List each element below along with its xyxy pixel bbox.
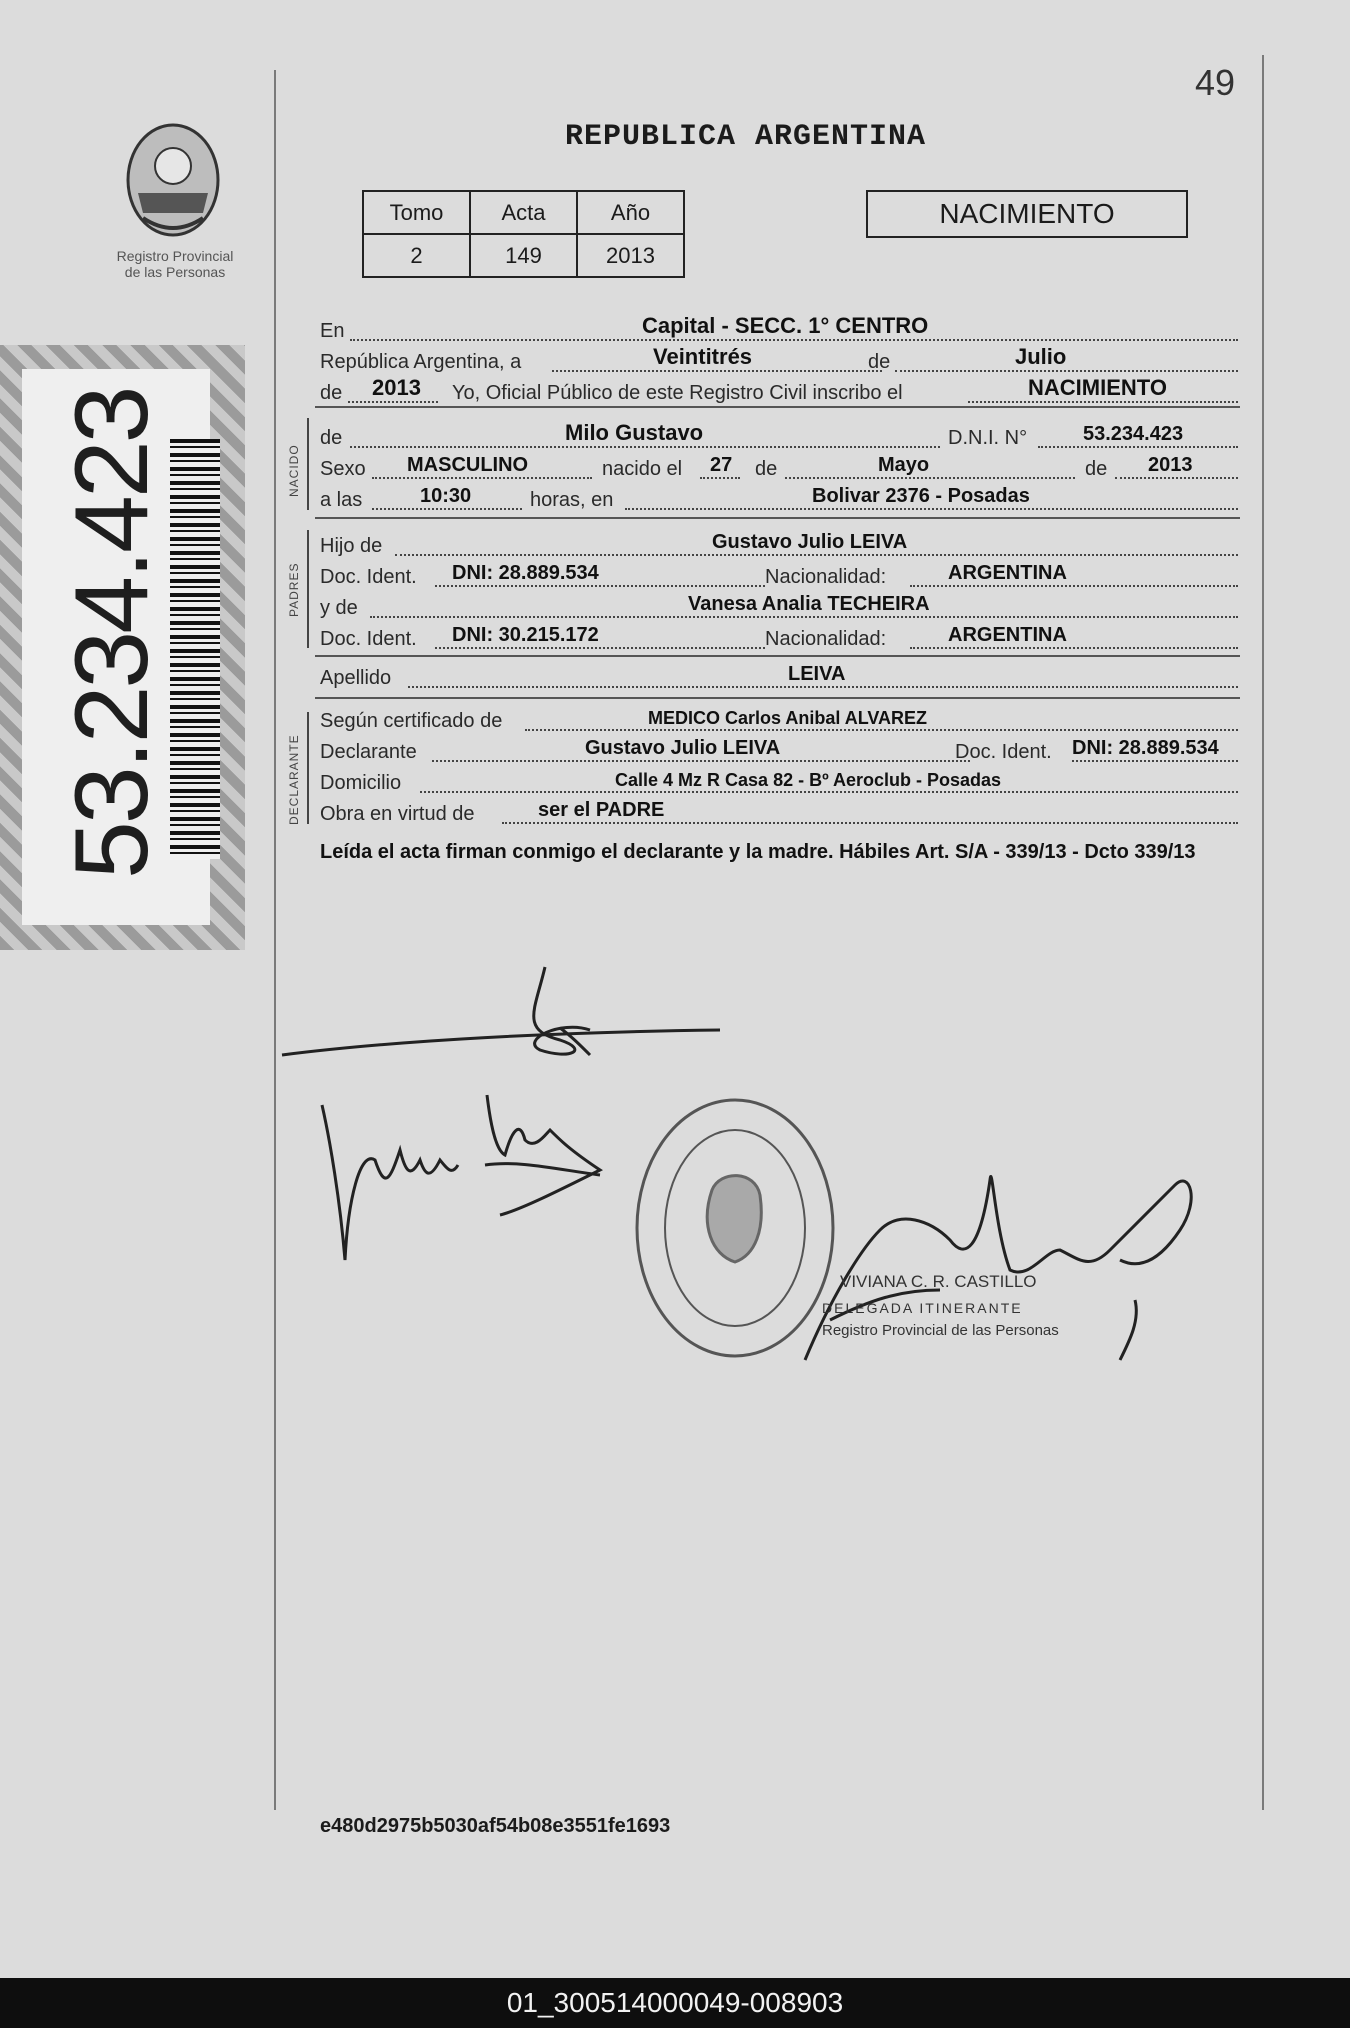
cert-label: Según certificado de bbox=[320, 710, 503, 732]
father-nationality-label: Nacionalidad: bbox=[765, 566, 887, 588]
header-acta: Acta bbox=[470, 191, 577, 234]
domicilio-label: Domicilio bbox=[320, 772, 402, 794]
republica-label: República Argentina, a bbox=[320, 351, 522, 373]
record-month: Julio bbox=[1015, 344, 1067, 369]
page-number: 49 bbox=[1195, 62, 1236, 103]
official-stamp bbox=[637, 1100, 833, 1356]
horas-label: horas, en bbox=[530, 489, 614, 511]
declarant-doc: DNI: 28.889.534 bbox=[1072, 737, 1219, 759]
section-declarante-label: DECLARANTE bbox=[287, 734, 301, 825]
signature-madre bbox=[322, 1095, 600, 1260]
father-doc-label: Doc. Ident. bbox=[320, 566, 417, 588]
value-acta: 149 bbox=[470, 234, 577, 277]
officer-role: DELEGADA ITINERANTE bbox=[822, 1300, 1023, 1316]
logo-caption-line1: Registro Provincial bbox=[116, 248, 234, 264]
sexo-label: Sexo bbox=[320, 458, 366, 480]
de-label-2: de bbox=[755, 458, 778, 480]
father-name: Gustavo Julio LEIVA bbox=[712, 531, 908, 553]
capacity: ser el PADRE bbox=[538, 799, 665, 821]
father-doc: DNI: 28.889.534 bbox=[452, 562, 599, 584]
hijo-label: Hijo de bbox=[320, 535, 383, 557]
officer-name: VIVIANA C. R. CASTILLO bbox=[840, 1272, 1037, 1291]
child-dni: 53.234.423 bbox=[1083, 423, 1184, 445]
section-nacido-label: NACIDO bbox=[287, 444, 301, 497]
year-label: de bbox=[320, 382, 343, 404]
father-nationality: ARGENTINA bbox=[948, 562, 1067, 584]
footer-id: 01_300514000049-008903 bbox=[0, 1978, 1350, 2028]
birth-time: 10:30 bbox=[420, 485, 472, 507]
declarante-label: Declarante bbox=[320, 741, 417, 763]
de-label: de bbox=[320, 427, 343, 449]
mother-nationality: ARGENTINA bbox=[948, 624, 1067, 646]
value-anio: 2013 bbox=[577, 234, 684, 277]
mother-doc: DNI: 30.215.172 bbox=[452, 624, 599, 646]
birth-month: Mayo bbox=[878, 454, 930, 476]
surname: LEIVA bbox=[788, 663, 846, 685]
child-name: Milo Gustavo bbox=[565, 420, 704, 445]
page-title: REPUBLICA ARGENTINA bbox=[565, 120, 927, 154]
mother-name: Vanesa Analia TECHEIRA bbox=[688, 593, 930, 615]
officer-text: Yo, Oficial Público de este Registro Civil inscribo el bbox=[452, 382, 903, 404]
officer-office: Registro Provincial de las Personas bbox=[822, 1322, 1059, 1339]
dni-label: D.N.I. N° bbox=[948, 427, 1028, 449]
en-label: En bbox=[320, 320, 345, 342]
value-tomo: 2 bbox=[363, 234, 470, 277]
birth-day: 27 bbox=[710, 454, 733, 476]
section-padres-label: PADRES bbox=[287, 562, 301, 617]
domicile: Calle 4 Mz R Casa 82 - Bº Aeroclub - Posadas bbox=[615, 770, 1002, 790]
closing-statement: Leída el acta firman conmigo el declarante y la madre. Hábiles Art. S/A - 339/13 - Dcto 339/13 bbox=[320, 841, 1196, 863]
certificate: MEDICO Carlos Anibal ALVAREZ bbox=[648, 708, 928, 728]
obra-label: Obra en virtud de bbox=[320, 803, 475, 825]
record-day: Veintitrés bbox=[653, 344, 753, 369]
record-event: NACIMIENTO bbox=[1028, 375, 1167, 400]
mother-nationality-label: Nacionalidad: bbox=[765, 628, 887, 650]
act-type-box: NACIMIENTO bbox=[866, 190, 1188, 238]
declarant-name: Gustavo Julio LEIVA bbox=[585, 737, 781, 759]
birth-year: 2013 bbox=[1148, 454, 1193, 476]
header-tomo: Tomo bbox=[363, 191, 470, 234]
record-year: 2013 bbox=[372, 375, 421, 400]
child-sex: MASCULINO bbox=[407, 454, 529, 476]
logo-caption-line2: de las Personas bbox=[124, 264, 226, 280]
document-hash: e480d2975b5030af54b08e3551fe1693 bbox=[320, 1815, 671, 1837]
declarant-doc-label: Doc. Ident. bbox=[955, 741, 1052, 763]
yde-label: y de bbox=[320, 597, 358, 619]
dni-card-number: 53.234.423 bbox=[54, 388, 170, 879]
de-label-3: de bbox=[1085, 458, 1108, 480]
apellido-label: Apellido bbox=[320, 667, 392, 689]
alas-label: a las bbox=[320, 489, 363, 511]
birth-place: Bolivar 2376 - Posadas bbox=[812, 485, 1030, 507]
de-label: de bbox=[868, 351, 891, 373]
header-anio: Año bbox=[577, 191, 684, 234]
nacido-label: nacido el bbox=[602, 458, 683, 480]
signature-declarante bbox=[282, 967, 720, 1055]
record-place: Capital - SECC. 1° CENTRO bbox=[642, 313, 929, 338]
mother-doc-label: Doc. Ident. bbox=[320, 628, 417, 650]
